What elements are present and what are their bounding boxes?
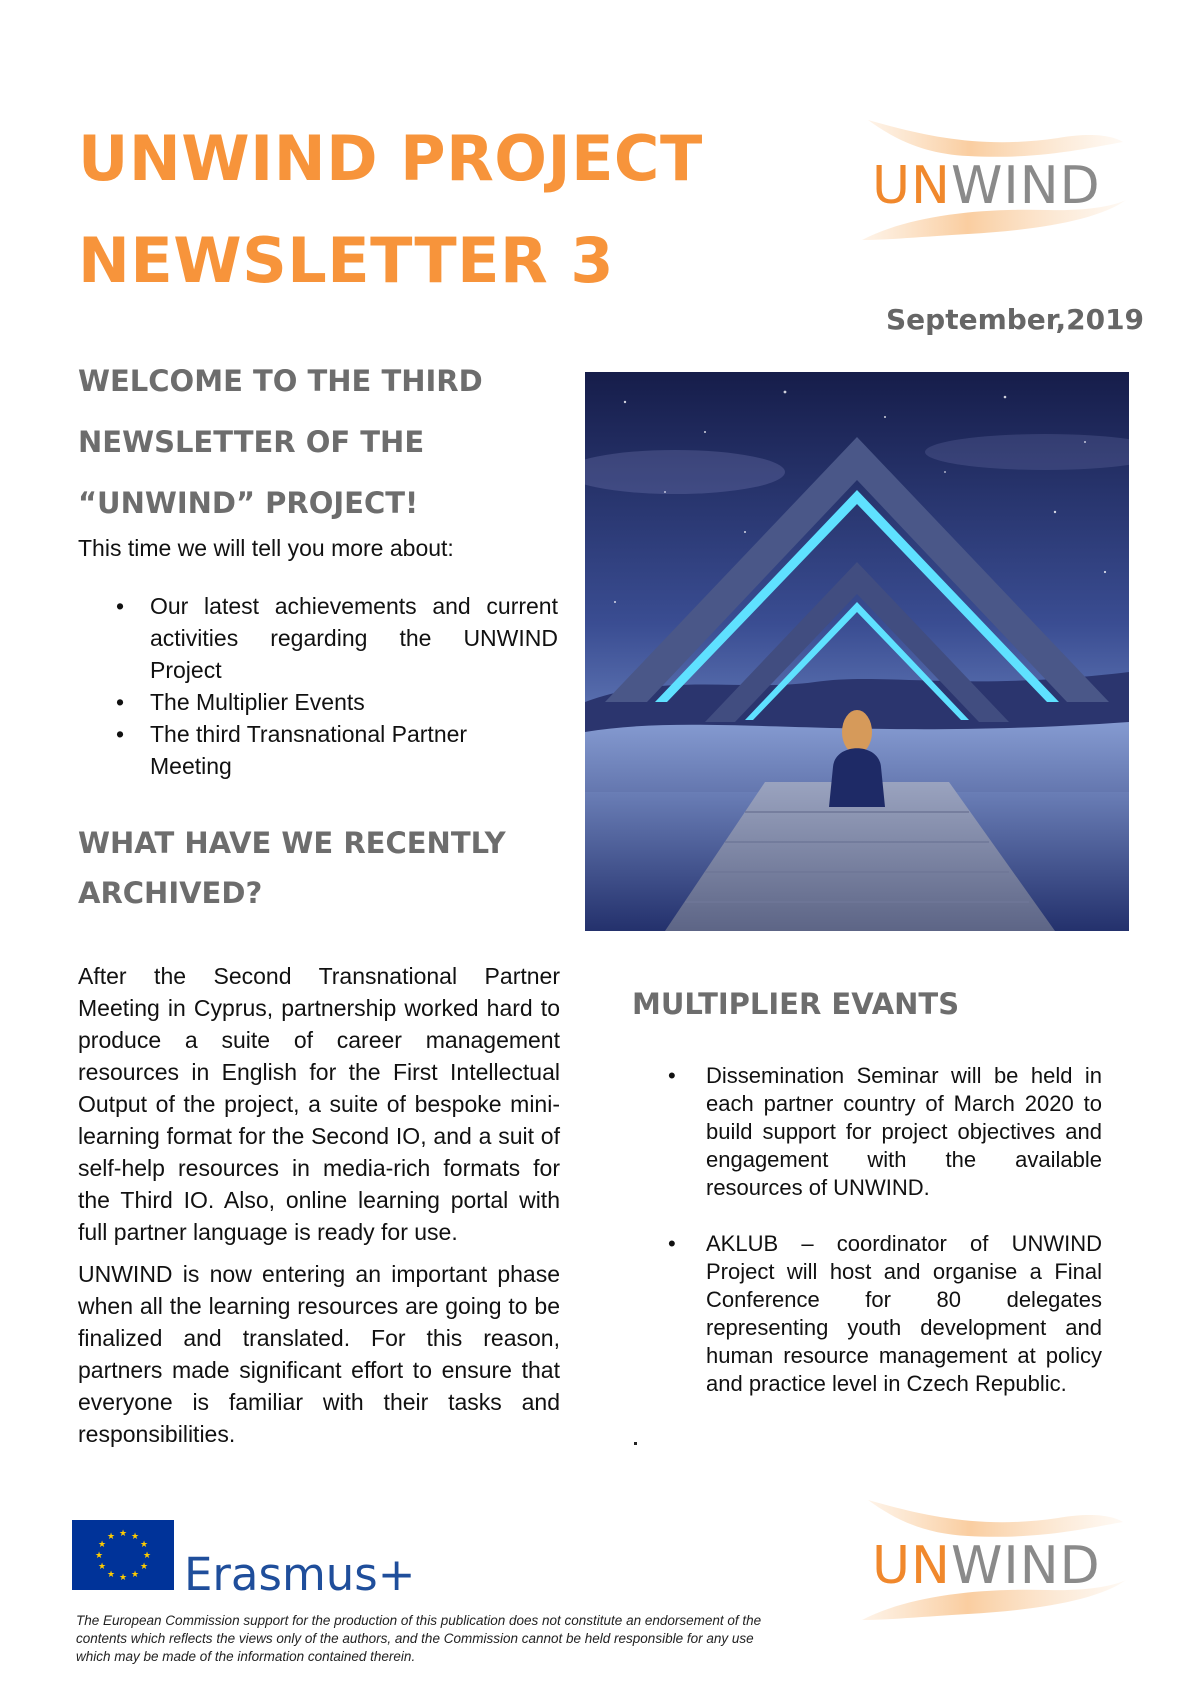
eu-disclaimer: The European Commission support for the production of this publication does not constitute an endorsement of the contents which reflects the views only of the authors, and the Commission cannot be held responsible for any use which may be made of the information contained therein.	[76, 1613, 762, 1664]
eu-stars-icon	[72, 1520, 174, 1590]
logo-wordmark: UNWIND	[872, 156, 1101, 216]
list-item: • Our latest achievements and current activities regarding the UNWIND Project	[116, 593, 558, 683]
list-item: • The third Transnational Partner Meeting	[116, 721, 468, 779]
welcome-bullet-list	[78, 590, 558, 782]
recent-heading-line2: ARCHIVED?	[78, 876, 263, 910]
issue-date: September,2019	[886, 303, 1145, 336]
newsletter-title-line2: NEWSLETTER 3	[78, 224, 614, 297]
welcome-section	[78, 351, 558, 782]
svg-text:★: ★	[97, 1562, 107, 1572]
stray-dot	[634, 1442, 637, 1445]
svg-text:★: ★	[142, 1551, 152, 1561]
recent-paragraph-2: UNWIND is now entering an important phase when all the learning resources are going to be finalized and translated. For this reason, partners made significant effort to ensure that everyone is familiar with their tasks and responsibilities.	[78, 1261, 560, 1447]
unwind-logo-top	[858, 112, 1128, 252]
welcome-intro: This time we will tell you more about:	[78, 535, 454, 561]
svg-text:★: ★	[118, 1529, 128, 1539]
list-item: • AKLUB – coordinator of UNWIND Project will host and organise a Final Conference for 80 delegates representing youth development and human resource management at policy and practice level in Czech Republic.	[668, 1231, 1102, 1396]
recent-heading-line1: WHAT HAVE WE RECENTLY	[78, 826, 506, 860]
svg-text:★: ★	[118, 1573, 128, 1583]
svg-text:★: ★	[106, 1570, 116, 1580]
svg-text:★: ★	[97, 1540, 107, 1550]
multiplier-bullet-list	[632, 1062, 1102, 1398]
logo-wordmark: UNWIND	[872, 1536, 1101, 1596]
erasmus-plus-label: Erasmus+	[184, 1548, 416, 1601]
list-item: • The Multiplier Events	[116, 689, 365, 715]
svg-text:★: ★	[106, 1532, 116, 1542]
svg-text:★: ★	[139, 1562, 149, 1572]
welcome-heading-line1: WELCOME TO THE THIRD	[78, 364, 483, 398]
recent-section	[78, 818, 560, 1450]
svg-text:★: ★	[94, 1551, 104, 1561]
eu-flag-icon	[72, 1520, 174, 1590]
svg-text:★: ★	[139, 1540, 149, 1550]
newsletter-illustration	[585, 372, 1129, 931]
welcome-heading-line3: “UNWIND” PROJECT!	[78, 486, 419, 520]
welcome-heading-line2: NEWSLETTER OF THE	[78, 425, 425, 459]
newsletter-title-line1: UNWIND PROJECT	[78, 122, 703, 195]
svg-text:★: ★	[130, 1570, 140, 1580]
unwind-logo-bottom	[858, 1492, 1128, 1632]
list-item: • Dissemination Seminar will be held in each partner country of March 2020 to build support for project objectives and engagement with the available resources of UNWIND.	[668, 1063, 1102, 1200]
recent-paragraph-1: After the Second Transnational Partner Meeting in Cyprus, partnership worked hard to produce a suite of career management resources in English for the First Intellectual Output of the project, a suite of bespoke mini-learning format for the Second IO, and a suit of self-help resources in media-rich formats for the Third IO. Also, online learning portal with full partner language is ready for use.	[78, 963, 560, 1245]
multiplier-section	[632, 984, 1102, 1398]
night-sky-portal-illustration	[585, 372, 1129, 931]
svg-text:★: ★	[130, 1532, 140, 1542]
multiplier-heading: MULTIPLIER EVANTS	[632, 987, 960, 1021]
